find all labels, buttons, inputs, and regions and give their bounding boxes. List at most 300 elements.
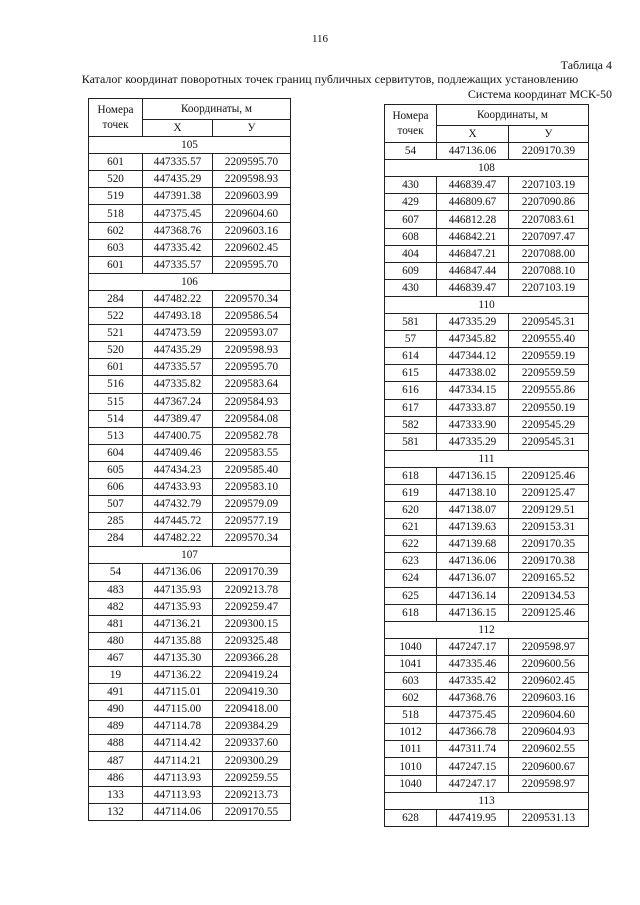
y-coordinate: 2209577.19 [213, 513, 291, 530]
y-coordinate: 2209600.67 [509, 758, 589, 775]
y-coordinate: 2209570.34 [213, 290, 291, 307]
x-coordinate: 447135.30 [143, 649, 213, 666]
group-row [89, 137, 291, 154]
y-coordinate: 2209555.40 [509, 331, 589, 348]
table-row [89, 513, 291, 530]
point-number: 607 [385, 211, 437, 228]
table-row [385, 673, 589, 690]
point-number: 486 [89, 769, 143, 786]
table-row [89, 393, 291, 410]
table-row [385, 262, 589, 279]
group-row [385, 296, 589, 313]
y-coordinate: 2209584.08 [213, 410, 291, 427]
x-coordinate: 447247.17 [437, 638, 509, 655]
table-row [89, 564, 291, 581]
y-coordinate: 2209545.31 [509, 314, 589, 331]
point-number: 132 [89, 803, 143, 820]
point-number: 617 [385, 399, 437, 416]
point-number: 581 [385, 433, 437, 450]
x-coordinate: 447114.78 [143, 718, 213, 735]
x-coordinate: 447136.15 [437, 604, 509, 621]
y-coordinate: 2209419.30 [213, 684, 291, 701]
point-number: 467 [89, 649, 143, 666]
point-number: 1040 [385, 775, 437, 792]
header-coords: Координаты, м [143, 99, 291, 120]
point-number: 614 [385, 348, 437, 365]
table-row [89, 530, 291, 547]
point-number: 481 [89, 615, 143, 632]
point-number: 620 [385, 502, 437, 519]
table-row [89, 632, 291, 649]
point-number: 520 [89, 342, 143, 359]
point-number: 624 [385, 570, 437, 587]
table-row [385, 245, 589, 262]
point-number: 54 [385, 143, 437, 160]
y-coordinate: 2209366.28 [213, 649, 291, 666]
table-row [385, 690, 589, 707]
point-number: 604 [89, 444, 143, 461]
y-coordinate: 2209337.60 [213, 735, 291, 752]
x-coordinate: 447389.47 [143, 410, 213, 427]
y-coordinate: 2209595.70 [213, 359, 291, 376]
table-row [89, 701, 291, 718]
group-row [385, 450, 589, 467]
x-coordinate: 447338.02 [437, 365, 509, 382]
table-row [385, 570, 589, 587]
y-coordinate: 2209584.93 [213, 393, 291, 410]
table-row [89, 290, 291, 307]
x-coordinate: 447368.76 [437, 690, 509, 707]
table-row [385, 587, 589, 604]
group-row [89, 547, 291, 564]
x-coordinate: 447473.59 [143, 325, 213, 342]
x-coordinate: 447135.88 [143, 632, 213, 649]
x-coordinate: 447345.82 [437, 331, 509, 348]
x-coordinate: 447135.93 [143, 581, 213, 598]
table-row [385, 467, 589, 484]
y-coordinate: 2209598.97 [509, 638, 589, 655]
table-row [89, 222, 291, 239]
point-number: 518 [89, 205, 143, 222]
y-coordinate: 2209595.70 [213, 256, 291, 273]
table-row [385, 177, 589, 194]
group-number: 106 [89, 273, 291, 290]
x-coordinate: 447138.07 [437, 502, 509, 519]
x-coordinate: 447482.22 [143, 290, 213, 307]
y-coordinate: 2209170.35 [509, 536, 589, 553]
y-coordinate: 2209559.59 [509, 365, 589, 382]
coordinate-system: Система координат МСК-50 [467, 87, 612, 101]
x-coordinate: 447335.42 [143, 239, 213, 256]
point-number: 488 [89, 735, 143, 752]
x-coordinate: 447335.46 [437, 655, 509, 672]
table-row [89, 496, 291, 513]
y-coordinate: 2209604.93 [509, 724, 589, 741]
x-coordinate: 446812.28 [437, 211, 509, 228]
x-coordinate: 447136.06 [437, 143, 509, 160]
table-row [89, 410, 291, 427]
point-number: 429 [385, 194, 437, 211]
x-coordinate: 447333.90 [437, 416, 509, 433]
point-number: 515 [89, 393, 143, 410]
point-number: 516 [89, 376, 143, 393]
y-coordinate: 2209603.16 [509, 690, 589, 707]
point-number: 618 [385, 604, 437, 621]
y-coordinate: 2209559.19 [509, 348, 589, 365]
x-coordinate: 447445.72 [143, 513, 213, 530]
point-number: 581 [385, 314, 437, 331]
y-coordinate: 2209595.70 [213, 154, 291, 171]
table-row [89, 427, 291, 444]
table-row [385, 655, 589, 672]
table-row [385, 758, 589, 775]
x-coordinate: 447135.93 [143, 598, 213, 615]
x-coordinate: 447400.75 [143, 427, 213, 444]
x-coordinate: 447114.06 [143, 803, 213, 820]
point-number: 518 [385, 707, 437, 724]
y-coordinate: 2209170.39 [213, 564, 291, 581]
x-coordinate: 447247.15 [437, 758, 509, 775]
table-row [89, 649, 291, 666]
group-row [385, 621, 589, 638]
table-row [385, 775, 589, 792]
point-number: 520 [89, 171, 143, 188]
point-number: 621 [385, 519, 437, 536]
table-row [385, 314, 589, 331]
x-coordinate: 446839.47 [437, 279, 509, 296]
header-y: У [213, 120, 291, 137]
y-coordinate: 2209602.55 [509, 741, 589, 758]
table-row [89, 308, 291, 325]
y-coordinate: 2209419.24 [213, 667, 291, 684]
y-coordinate: 2207088.00 [509, 245, 589, 262]
point-number: 615 [385, 365, 437, 382]
y-coordinate: 2209125.46 [509, 467, 589, 484]
group-number: 105 [89, 137, 291, 154]
x-coordinate: 447114.21 [143, 752, 213, 769]
point-number: 491 [89, 684, 143, 701]
y-coordinate: 2209300.15 [213, 615, 291, 632]
header-x: X [437, 126, 509, 143]
table-row [385, 707, 589, 724]
point-number: 430 [385, 177, 437, 194]
y-coordinate: 2209300.29 [213, 752, 291, 769]
table-row [385, 724, 589, 741]
x-coordinate: 447136.06 [437, 553, 509, 570]
point-number: 480 [89, 632, 143, 649]
y-coordinate: 2209134.53 [509, 587, 589, 604]
point-number: 602 [385, 690, 437, 707]
point-number: 601 [89, 256, 143, 273]
x-coordinate: 447493.18 [143, 308, 213, 325]
table-row [89, 667, 291, 684]
table-row [89, 718, 291, 735]
point-number: 601 [89, 359, 143, 376]
point-number: 487 [89, 752, 143, 769]
x-coordinate: 446809.67 [437, 194, 509, 211]
table-row [385, 604, 589, 621]
y-coordinate: 2209586.54 [213, 308, 291, 325]
y-coordinate: 2209604.60 [509, 707, 589, 724]
x-coordinate: 447138.10 [437, 484, 509, 501]
point-number: 521 [89, 325, 143, 342]
table-row [89, 684, 291, 701]
table-row [385, 365, 589, 382]
point-number: 609 [385, 262, 437, 279]
point-number: 602 [89, 222, 143, 239]
table-row [385, 809, 589, 826]
header-point-no: Номера точек [89, 99, 143, 137]
table-row [89, 461, 291, 478]
table-body-right [385, 143, 589, 827]
y-coordinate: 2207103.19 [509, 177, 589, 194]
y-coordinate: 2209604.60 [213, 205, 291, 222]
x-coordinate: 446847.21 [437, 245, 509, 262]
table-row [385, 741, 589, 758]
y-coordinate: 2209165.52 [509, 570, 589, 587]
x-coordinate: 447335.57 [143, 256, 213, 273]
point-number: 522 [89, 308, 143, 325]
y-coordinate: 2209555.86 [509, 382, 589, 399]
group-number: 112 [385, 621, 589, 638]
y-coordinate: 2209570.34 [213, 530, 291, 547]
table-row [89, 735, 291, 752]
point-number: 619 [385, 484, 437, 501]
table-row [385, 382, 589, 399]
table-row [89, 598, 291, 615]
table-row [89, 359, 291, 376]
y-coordinate: 2209531.13 [509, 809, 589, 826]
y-coordinate: 2209545.31 [509, 433, 589, 450]
table-row [89, 444, 291, 461]
y-coordinate: 2209579.09 [213, 496, 291, 513]
table-row [385, 519, 589, 536]
coordinates-table-right [384, 104, 589, 827]
y-coordinate: 2209600.56 [509, 655, 589, 672]
x-coordinate: 447433.93 [143, 478, 213, 495]
y-coordinate: 2209583.64 [213, 376, 291, 393]
y-coordinate: 2209170.55 [213, 803, 291, 820]
x-coordinate: 447136.21 [143, 615, 213, 632]
x-coordinate: 446839.47 [437, 177, 509, 194]
point-number: 489 [89, 718, 143, 735]
y-coordinate: 2209598.93 [213, 171, 291, 188]
table-row [385, 638, 589, 655]
table-row [89, 342, 291, 359]
x-coordinate: 447335.82 [143, 376, 213, 393]
table-row [89, 752, 291, 769]
point-number: 519 [89, 188, 143, 205]
point-number: 608 [385, 228, 437, 245]
x-coordinate: 447334.15 [437, 382, 509, 399]
table-row [385, 194, 589, 211]
y-coordinate: 2209583.55 [213, 444, 291, 461]
point-number: 616 [385, 382, 437, 399]
x-coordinate: 447335.57 [143, 154, 213, 171]
point-number: 133 [89, 786, 143, 803]
table-row [89, 615, 291, 632]
table-row [385, 228, 589, 245]
table-body-left [89, 137, 291, 821]
table-row [89, 581, 291, 598]
x-coordinate: 447139.63 [437, 519, 509, 536]
group-number: 113 [385, 792, 589, 809]
x-coordinate: 447335.57 [143, 359, 213, 376]
x-coordinate: 447366.78 [437, 724, 509, 741]
table-row [385, 502, 589, 519]
y-coordinate: 2207088.10 [509, 262, 589, 279]
header-y: У [509, 126, 589, 143]
group-number: 108 [385, 160, 589, 177]
x-coordinate: 447335.29 [437, 314, 509, 331]
x-coordinate: 447115.00 [143, 701, 213, 718]
table-row [89, 325, 291, 342]
y-coordinate: 2207097.47 [509, 228, 589, 245]
y-coordinate: 2209213.78 [213, 581, 291, 598]
x-coordinate: 447335.29 [437, 433, 509, 450]
y-coordinate: 2209585.40 [213, 461, 291, 478]
point-number: 514 [89, 410, 143, 427]
header-point-no: Номера точек [385, 105, 437, 143]
point-number: 285 [89, 513, 143, 530]
group-row [385, 160, 589, 177]
group-number: 110 [385, 296, 589, 313]
x-coordinate: 447333.87 [437, 399, 509, 416]
y-coordinate: 2209125.47 [509, 484, 589, 501]
x-coordinate: 447335.42 [437, 673, 509, 690]
y-coordinate: 2209259.47 [213, 598, 291, 615]
x-coordinate: 447136.15 [437, 467, 509, 484]
y-coordinate: 2209384.29 [213, 718, 291, 735]
x-coordinate: 447434.23 [143, 461, 213, 478]
point-number: 483 [89, 581, 143, 598]
x-coordinate: 447368.76 [143, 222, 213, 239]
x-coordinate: 447435.29 [143, 342, 213, 359]
table-label: Таблица 4 [560, 58, 612, 72]
point-number: 490 [89, 701, 143, 718]
x-coordinate: 447375.45 [437, 707, 509, 724]
x-coordinate: 447115.01 [143, 684, 213, 701]
table-row [385, 484, 589, 501]
x-coordinate: 447113.93 [143, 769, 213, 786]
y-coordinate: 2209598.93 [213, 342, 291, 359]
y-coordinate: 2207090.86 [509, 194, 589, 211]
point-number: 625 [385, 587, 437, 604]
group-row [385, 792, 589, 809]
y-coordinate: 2209603.99 [213, 188, 291, 205]
y-coordinate: 2209598.97 [509, 775, 589, 792]
header-coords: Координаты, м [437, 105, 589, 126]
table-caption: Каталог координат поворотных точек границ публичных сервитутов, подлежащих установлению [81, 72, 579, 86]
point-number: 1041 [385, 655, 437, 672]
table-row [89, 171, 291, 188]
y-coordinate: 2207083.61 [509, 211, 589, 228]
y-coordinate: 2209602.45 [509, 673, 589, 690]
coordinates-table-left [88, 98, 291, 821]
group-number: 107 [89, 547, 291, 564]
point-number: 1011 [385, 741, 437, 758]
y-coordinate: 2209582.78 [213, 427, 291, 444]
point-number: 482 [89, 598, 143, 615]
point-number: 54 [89, 564, 143, 581]
table-row [89, 376, 291, 393]
table-row [89, 154, 291, 171]
point-number: 284 [89, 530, 143, 547]
table-row [385, 211, 589, 228]
table-row [385, 536, 589, 553]
y-coordinate: 2209153.31 [509, 519, 589, 536]
x-coordinate: 446842.21 [437, 228, 509, 245]
x-coordinate: 447136.06 [143, 564, 213, 581]
x-coordinate: 447113.93 [143, 786, 213, 803]
point-number: 628 [385, 809, 437, 826]
x-coordinate: 447391.38 [143, 188, 213, 205]
point-number: 603 [89, 239, 143, 256]
x-coordinate: 447114.42 [143, 735, 213, 752]
point-number: 622 [385, 536, 437, 553]
x-coordinate: 447409.46 [143, 444, 213, 461]
y-coordinate: 2209125.46 [509, 604, 589, 621]
y-coordinate: 2209170.39 [509, 143, 589, 160]
point-number: 606 [89, 478, 143, 495]
group-number: 111 [385, 450, 589, 467]
y-coordinate: 2209603.16 [213, 222, 291, 239]
x-coordinate: 447136.22 [143, 667, 213, 684]
y-coordinate: 2209602.45 [213, 239, 291, 256]
x-coordinate: 447482.22 [143, 530, 213, 547]
table-row [385, 433, 589, 450]
y-coordinate: 2209593.07 [213, 325, 291, 342]
table-row [385, 143, 589, 160]
x-coordinate: 447344.12 [437, 348, 509, 365]
point-number: 605 [89, 461, 143, 478]
table-row [385, 331, 589, 348]
table-row [385, 279, 589, 296]
x-coordinate: 447435.29 [143, 171, 213, 188]
point-number: 57 [385, 331, 437, 348]
y-coordinate: 2209550.19 [509, 399, 589, 416]
point-number: 623 [385, 553, 437, 570]
table-row [385, 348, 589, 365]
table-row [89, 239, 291, 256]
point-number: 601 [89, 154, 143, 171]
y-coordinate: 2209325.48 [213, 632, 291, 649]
table-row [89, 205, 291, 222]
table-row [385, 399, 589, 416]
x-coordinate: 447367.24 [143, 393, 213, 410]
y-coordinate: 2209129.51 [509, 502, 589, 519]
point-number: 618 [385, 467, 437, 484]
x-coordinate: 447419.95 [437, 809, 509, 826]
group-row [89, 273, 291, 290]
point-number: 404 [385, 245, 437, 262]
table-row [89, 478, 291, 495]
table-row [89, 786, 291, 803]
point-number: 19 [89, 667, 143, 684]
page-number: 116 [311, 33, 329, 45]
x-coordinate: 447139.68 [437, 536, 509, 553]
header-x: X [143, 120, 213, 137]
x-coordinate: 447136.14 [437, 587, 509, 604]
x-coordinate: 447136.07 [437, 570, 509, 587]
table-row [89, 769, 291, 786]
point-number: 1010 [385, 758, 437, 775]
point-number: 1040 [385, 638, 437, 655]
x-coordinate: 447247.17 [437, 775, 509, 792]
x-coordinate: 447375.45 [143, 205, 213, 222]
table-row [385, 416, 589, 433]
table-row [89, 803, 291, 820]
